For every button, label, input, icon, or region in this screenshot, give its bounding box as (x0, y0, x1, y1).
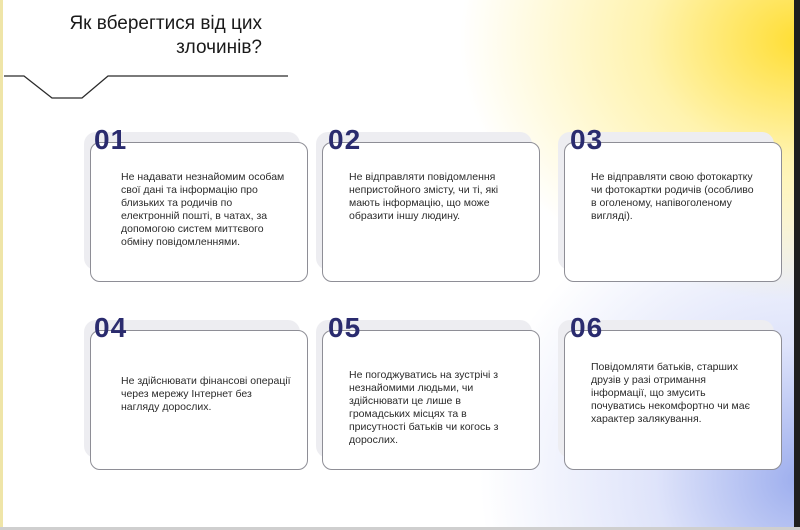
tip-text: Не здійснювати фінансові операції через мережу Інтернет без нагляду дорослих. (121, 375, 291, 413)
card-body (90, 142, 308, 282)
tip-text: Не відправляти повідомлення непристойного змісту, чи ті, які мають інформацію, що може образити іншу людину. (349, 171, 499, 222)
card-body (564, 142, 782, 282)
tip-number: 06 (570, 312, 604, 343)
tip-card-02 (310, 124, 540, 282)
title-line-1: Як вберегтися від цих (69, 13, 262, 34)
title-underline-decoration (0, 62, 290, 102)
tip-text: Повідомляти батьків, старших друзів у разі отримання інформації, що змусить почуватись некомфортно чи має характер залякування. (591, 361, 750, 425)
tip-number: 02 (328, 124, 362, 155)
tip-number: 01 (94, 124, 128, 155)
tip-card-06 (552, 312, 782, 470)
tip-card-01 (78, 124, 308, 282)
card-body (564, 330, 782, 470)
tip-text: Не погоджуватись на зустрічі з незнайомими людьми, чи здійснювати це лише в громадських місцях та в присутності батьків чи когось з дорослих. (349, 369, 499, 446)
tip-card-05 (310, 312, 540, 470)
tip-text: Не надавати незнайомим особам свої дані та інформацію про близьких та родичів по електронній пошті, в чатах, за допомогою систем миттєвого обміну повідомленнями. (121, 171, 285, 248)
tip-number: 05 (328, 312, 362, 343)
card-body (322, 142, 540, 282)
title-line-2: злочинів? (176, 37, 262, 58)
right-scrollbar-edge (794, 0, 800, 530)
card-body (322, 330, 540, 470)
tip-card-03 (552, 124, 782, 282)
tip-number: 03 (570, 124, 604, 155)
page-title (2, 12, 262, 60)
tip-text: Не відправляти свою фотокартку чи фотокартки родичів (особливо в оголеному, напівоголеному вигляді). (591, 171, 754, 222)
tip-number: 04 (94, 312, 128, 343)
tip-card-04 (78, 312, 308, 470)
card-body (90, 330, 308, 470)
